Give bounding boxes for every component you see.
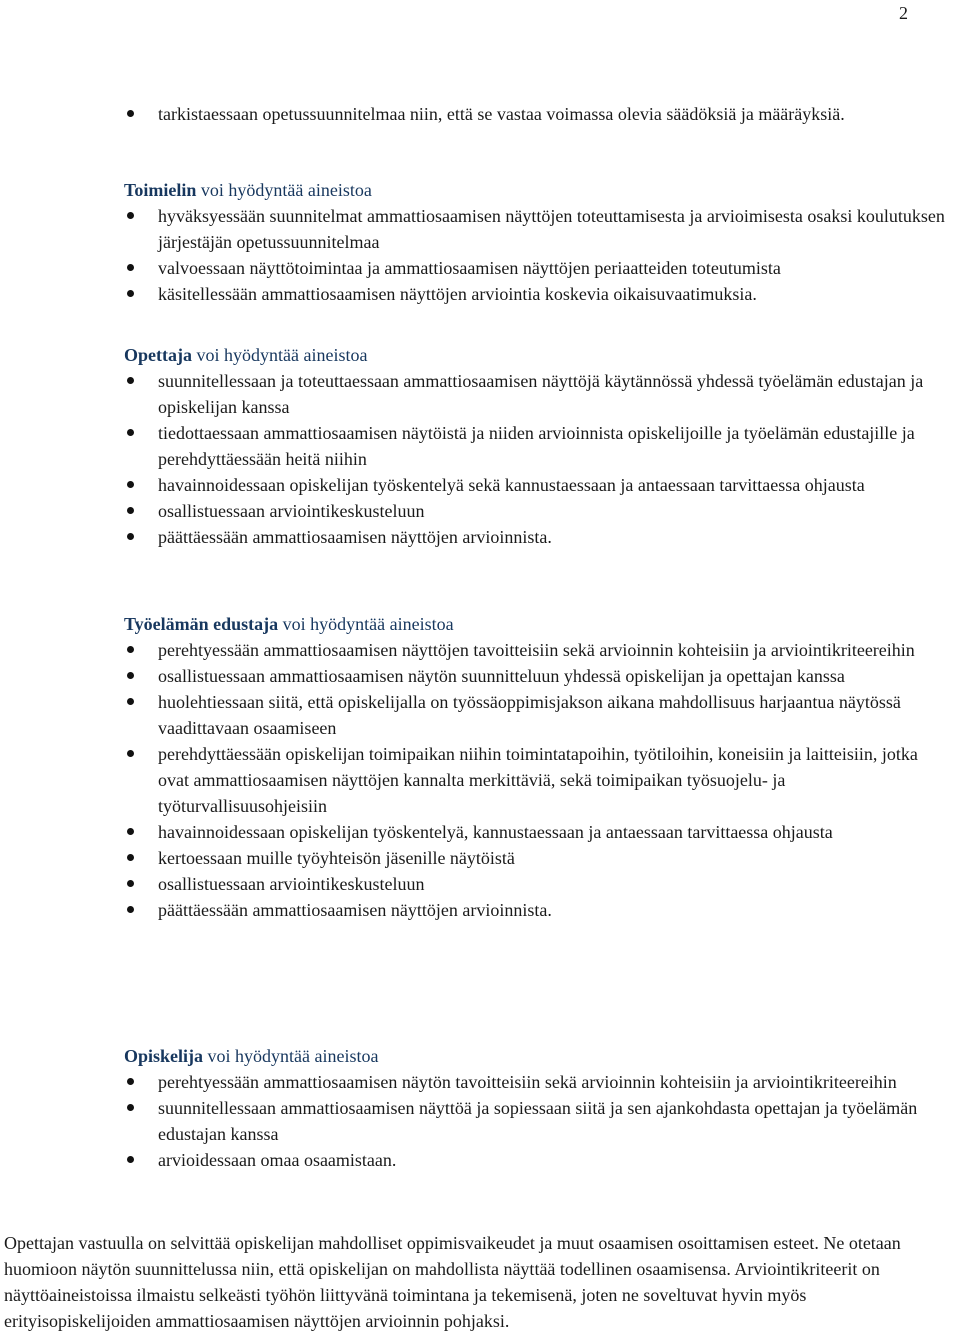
list-item: valvoessaan näyttötoimintaa ja ammattiosaamisen näyttöjen periaatteiden toteutumista: [124, 255, 950, 281]
section-heading: [124, 342, 950, 368]
role-name: Opiskelija: [124, 1046, 204, 1066]
list-item: osallistuessaan arviointikeskusteluun: [124, 498, 950, 524]
list-item: käsitellessään ammattiosaamisen näyttöjen arviointia koskevia oikaisuvaatimuksia.: [124, 281, 950, 307]
role-name: Toimielin: [124, 180, 197, 200]
section-heading: [124, 611, 950, 637]
heading-rest: voi hyödyntää aineistoa: [278, 614, 454, 634]
list-item: havainnoidessaan opiskelijan työskentelyä, kannustaessaan ja antaessaan tarvittaessa ohjausta: [124, 819, 950, 845]
heading-rest: voi hyödyntää aineistoa: [203, 1046, 379, 1066]
heading-rest: voi hyödyntää aineistoa: [196, 180, 372, 200]
list-item: perehtyessään ammattiosaamisen näyttöjen tavoitteisiin sekä arvioinnin kohteisiin ja arviointikriteereihin: [124, 637, 950, 663]
list-item: päättäessään ammattiosaamisen näyttöjen arvioinnista.: [124, 524, 950, 550]
role-name: Opettaja: [124, 345, 192, 365]
list-item: arvioidessaan omaa osaamistaan.: [124, 1147, 950, 1173]
section-heading: [124, 177, 950, 203]
list-item: osallistuessaan ammattiosaamisen näytön suunnitteluun yhdessä opiskelijan ja opettajan kanssa: [124, 663, 950, 689]
intro-list: [124, 101, 950, 127]
list-item: havainnoidessaan opiskelijan työskentelyä sekä kannustaessaan ja antaessaan tarvittaessa ohjausta: [124, 472, 950, 498]
list-item: suunnitellessaan ja toteuttaessaan ammattiosaamisen näyttöjä käytännössä yhdessä työelämän edustajan ja opiskelijan kanssa: [124, 368, 950, 420]
list-item: suunnitellessaan ammattiosaamisen näyttöä ja sopiessaan siitä ja sen ajankohdasta opettajan ja työelämän edustajan kanssa: [124, 1095, 950, 1147]
page-number: 2: [899, 3, 908, 23]
list-item: perehdyttäessään opiskelijan toimipaikan niihin toimintatapoihin, työtiloihin, koneisiin ja laitteisiin, jotka ovat ammattiosaamisen näyttöjen kannalta merkittäviä, sekä toimipaikan työsuojelu- ja työturvallisuusohjeisiin: [124, 741, 950, 819]
list-item: perehtyessään ammattiosaamisen näytön tavoitteisiin sekä arvioinnin kohteisiin ja arviointikriteereihin: [124, 1069, 950, 1095]
closing-paragraph: Opettajan vastuulla on selvittää opiskelijan mahdolliset oppimisvaikeudet ja muut osaamisen osoittamisen esteet. Ne otetaan huomioon näytön suunnittelussa niin, että opiskelijan on mahdollista näyttää todellinen osaamisensa. Arviointikriteerit on näyttöaineistoissa ilmaistu selkeästi työhön liittyvänä toimintana ja tekemisenä, joten ne soveltuvat hyvin myös erityisopiskelijoiden ammattiosaamisen näyttöjen arvioinnin pohjaksi.: [4, 1233, 901, 1331]
section-opettaja: [124, 342, 950, 550]
section-opiskelija: [124, 1043, 950, 1173]
role-name: Työelämän edustaja: [124, 614, 279, 634]
heading-rest: voi hyödyntää aineistoa: [191, 345, 368, 365]
list-item: päättäessään ammattiosaamisen näyttöjen arvioinnista.: [124, 897, 950, 923]
list-item: tarkistaessaan opetussuunnitelmaa niin, että se vastaa voimassa olevia säädöksiä ja määräyksiä.: [124, 101, 950, 127]
section-heading: [124, 1043, 950, 1069]
list-item: tiedottaessaan ammattiosaamisen näytöistä ja niiden arvioinnista opiskelijoille ja työelämän edustajille ja perehdyttäessään heitä niihin: [124, 420, 950, 472]
list-item: hyväksyessään suunnitelmat ammattiosaamisen näyttöjen toteuttamisesta ja arvioimisesta osaksi koulutuksen järjestäjän opetussuunnitelmaa: [124, 203, 950, 255]
list-item: kertoessaan muille työyhteisön jäsenille näytöistä: [124, 845, 950, 871]
list-item: huolehtiessaan siitä, että opiskelijalla on työssäoppimisjakson aikana mahdollisuus harjaantua näytössä vaadittavaan osaamiseen: [124, 689, 950, 741]
section-tyoelaman-edustaja: [124, 611, 950, 923]
list-item: osallistuessaan arviointikeskusteluun: [124, 871, 950, 897]
section-toimielin: [124, 177, 950, 307]
